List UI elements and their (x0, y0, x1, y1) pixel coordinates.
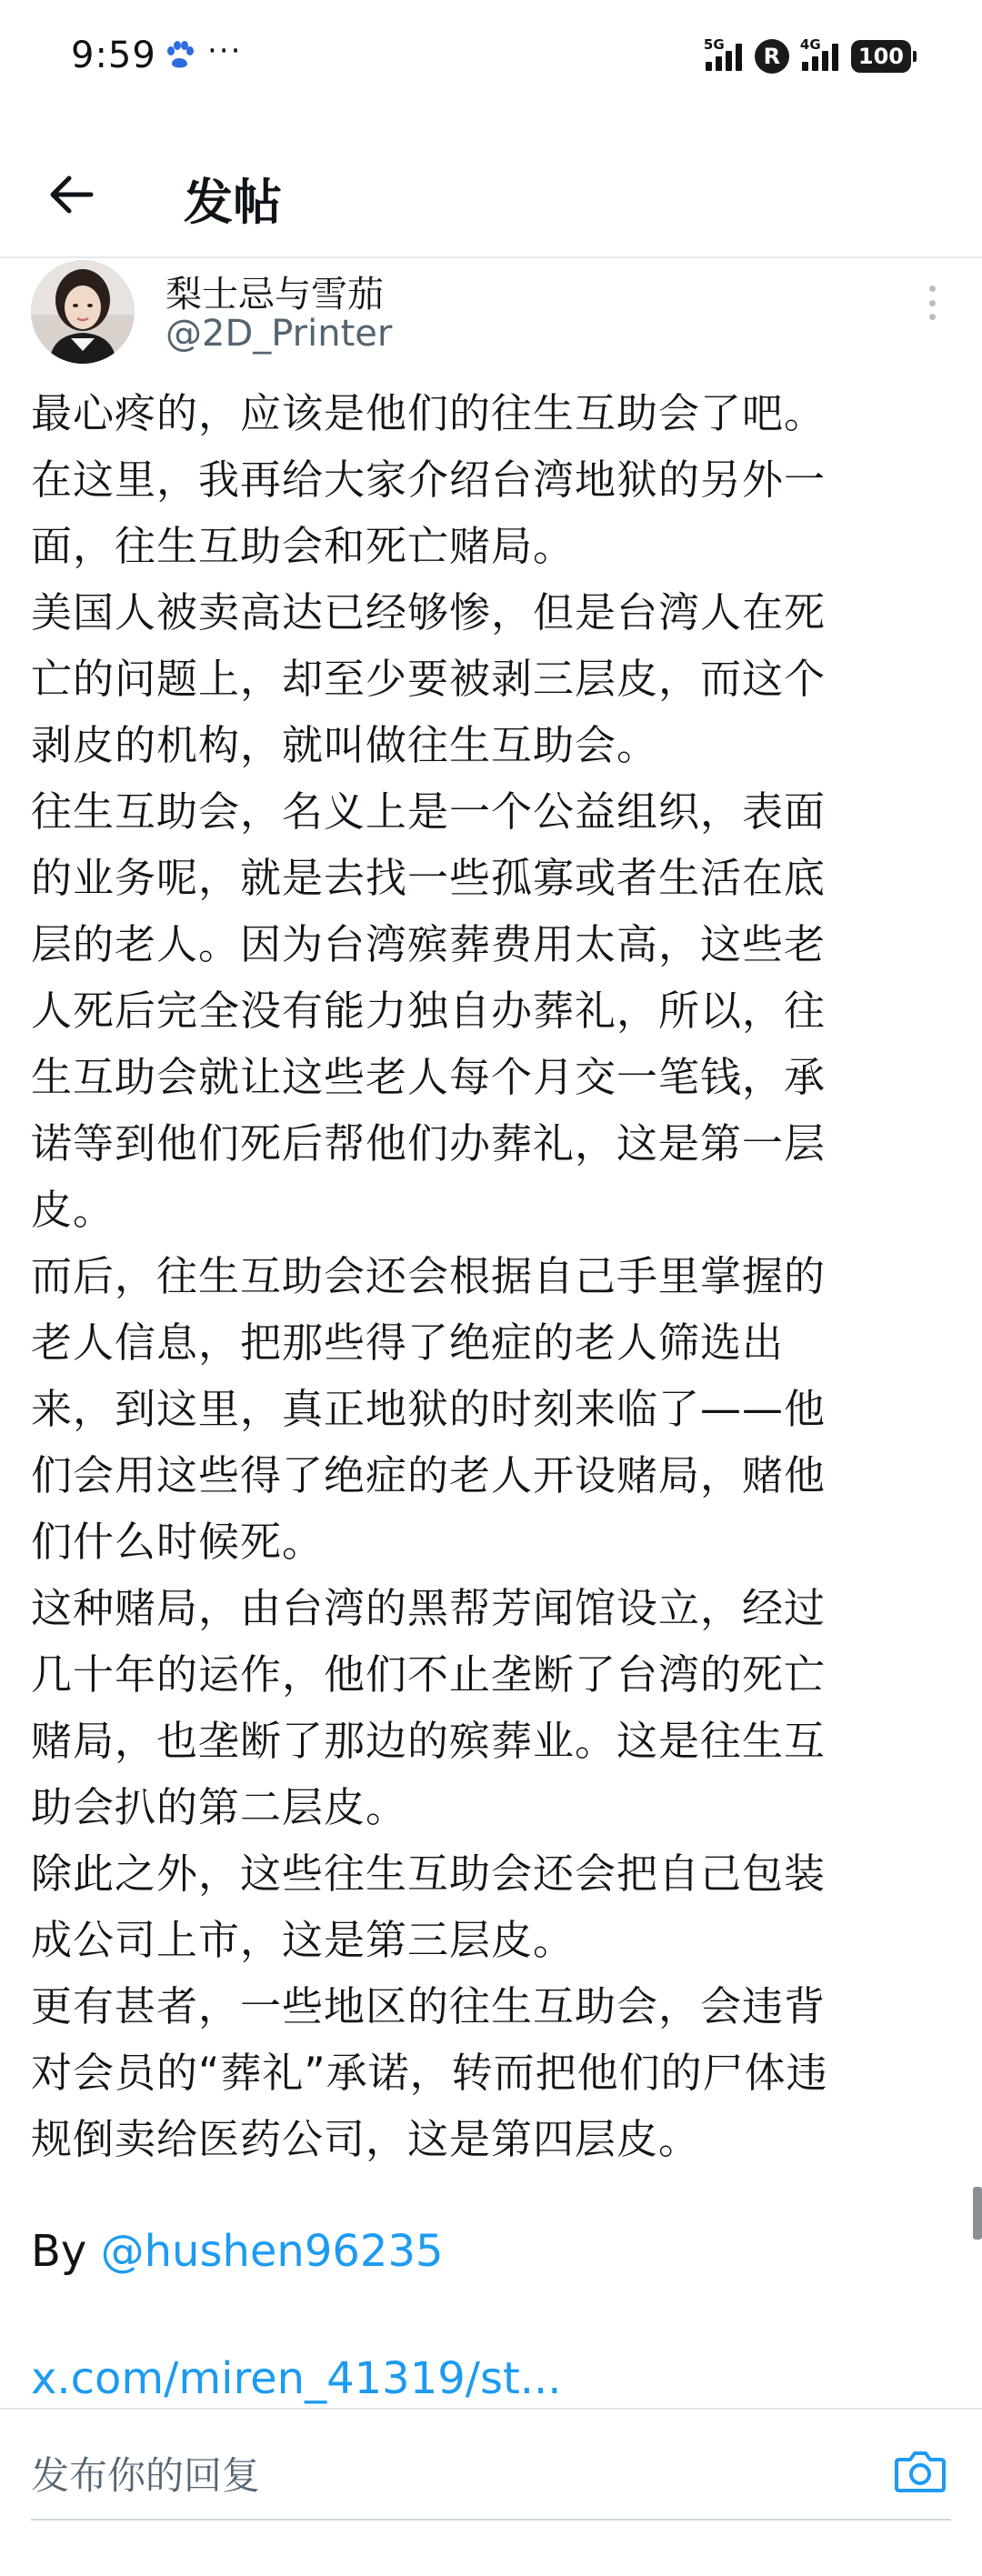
post-line: 们会用这些得了绝症的老人开设赌局，赌他 (31, 1451, 827, 1499)
post-line: 对会员的“葬礼”承诺，转而把他们的尸体违 (31, 2049, 828, 2097)
signal-4g-icon (799, 36, 838, 71)
more-options-button[interactable] (918, 280, 946, 326)
post-line: 成公司上市，这是第三层皮。 (31, 1916, 576, 1964)
post-line: 除此之外，这些往生互助会还会把自己包装 (31, 1849, 827, 1898)
post-line: 老人信息，把那些得了绝症的老人筛选出 (31, 1318, 785, 1367)
signal-5g-icon (703, 36, 742, 71)
post-line: 助会扒的第二层皮。 (31, 1783, 408, 1831)
post-line: 诺等到他们死后帮他们办葬礼，这是第一层 (31, 1119, 827, 1168)
more-dot (929, 286, 936, 292)
post-url-link[interactable]: x.com/miren_41319/st... (31, 2353, 562, 2404)
more-dot (929, 300, 936, 306)
post-line: 的业务呢，就是去找一些孤寡或者生活在底 (31, 854, 827, 902)
reply-input-underline (31, 2519, 951, 2521)
arrow-left-icon (47, 175, 95, 215)
post-line: 最心疼的，应该是他们的往生互助会了吧。 (31, 389, 827, 437)
reply-composer (0, 2410, 982, 2537)
post-line: 赌局，也垄断了那边的殡葬业。这是往生互 (31, 1717, 827, 1765)
baidu-paw-icon (164, 40, 195, 71)
post-line: 面，往生互助会和死亡赌局。 (31, 522, 576, 570)
status-icons (703, 36, 911, 76)
header-divider (0, 256, 982, 258)
post-line: 皮。 (31, 1186, 115, 1234)
mention-link[interactable]: @hushen96235 (100, 2226, 444, 2277)
signal-5g-label: 5G (703, 36, 725, 53)
author-handle[interactable]: @2D_Printer (165, 313, 393, 355)
battery-icon: 100 (851, 40, 911, 73)
scrollbar-thumb[interactable] (973, 2187, 982, 2240)
post-line: 而后，往生互助会还会根据自己手里掌握的 (31, 1252, 827, 1300)
post-text (31, 380, 949, 2172)
post-line: 几十年的运作，他们不止垄断了台湾的死亡 (31, 1650, 827, 1699)
post-line: 往生互助会，名义上是一个公益组织，表面 (31, 787, 827, 836)
post-line: 剥皮的机构，就叫做往生互助会。 (31, 721, 659, 769)
camera-button[interactable] (891, 2442, 949, 2501)
by-prefix: By (31, 2226, 101, 2277)
back-button[interactable] (38, 162, 104, 227)
post-line: 在这里，我再给大家介绍台湾地狱的另外一 (31, 456, 827, 504)
post-line: 规倒卖给医药公司，这是第四层皮。 (31, 2115, 701, 2163)
status-time: 9:59 (71, 35, 156, 76)
avatar-image (31, 260, 135, 364)
camera-icon (894, 2449, 947, 2494)
signal-4g-label: 4G (799, 36, 821, 53)
notification-dots: ··· (207, 33, 243, 69)
top-app-bar (0, 136, 982, 255)
post-line: 亡的问题上，却至少要被剥三层皮，而这个 (31, 655, 827, 703)
by-line (31, 2226, 444, 2277)
reply-input[interactable]: 发布你的回复 (31, 2453, 261, 2498)
page-title: 发帖 (184, 174, 282, 231)
post-line: 来，到这里，真正地狱的时刻来临了——他 (31, 1385, 827, 1433)
post-line: 生互助会就让这些老人每个月交一笔钱，承 (31, 1053, 827, 1101)
status-bar (0, 0, 982, 118)
post-line: 人死后完全没有能力独自办葬礼，所以，往 (31, 987, 827, 1035)
more-dot (929, 314, 936, 320)
post-line: 美国人被卖高达已经够惨，但是台湾人在死 (31, 588, 827, 636)
post-line: 更有甚者，一些地区的往生互助会，会违背 (31, 1982, 827, 2030)
post-line: 层的老人。因为台湾殡葬费用太高，这些老 (31, 920, 827, 968)
r-badge-icon: R (755, 39, 789, 74)
post-line: 这种赌局，由台湾的黑帮芳闻馆设立，经过 (31, 1584, 827, 1632)
author-name[interactable]: 梨士忌与雪茄 (165, 274, 384, 316)
post-line: 们什么时候死。 (31, 1518, 325, 1566)
avatar[interactable] (31, 260, 135, 364)
